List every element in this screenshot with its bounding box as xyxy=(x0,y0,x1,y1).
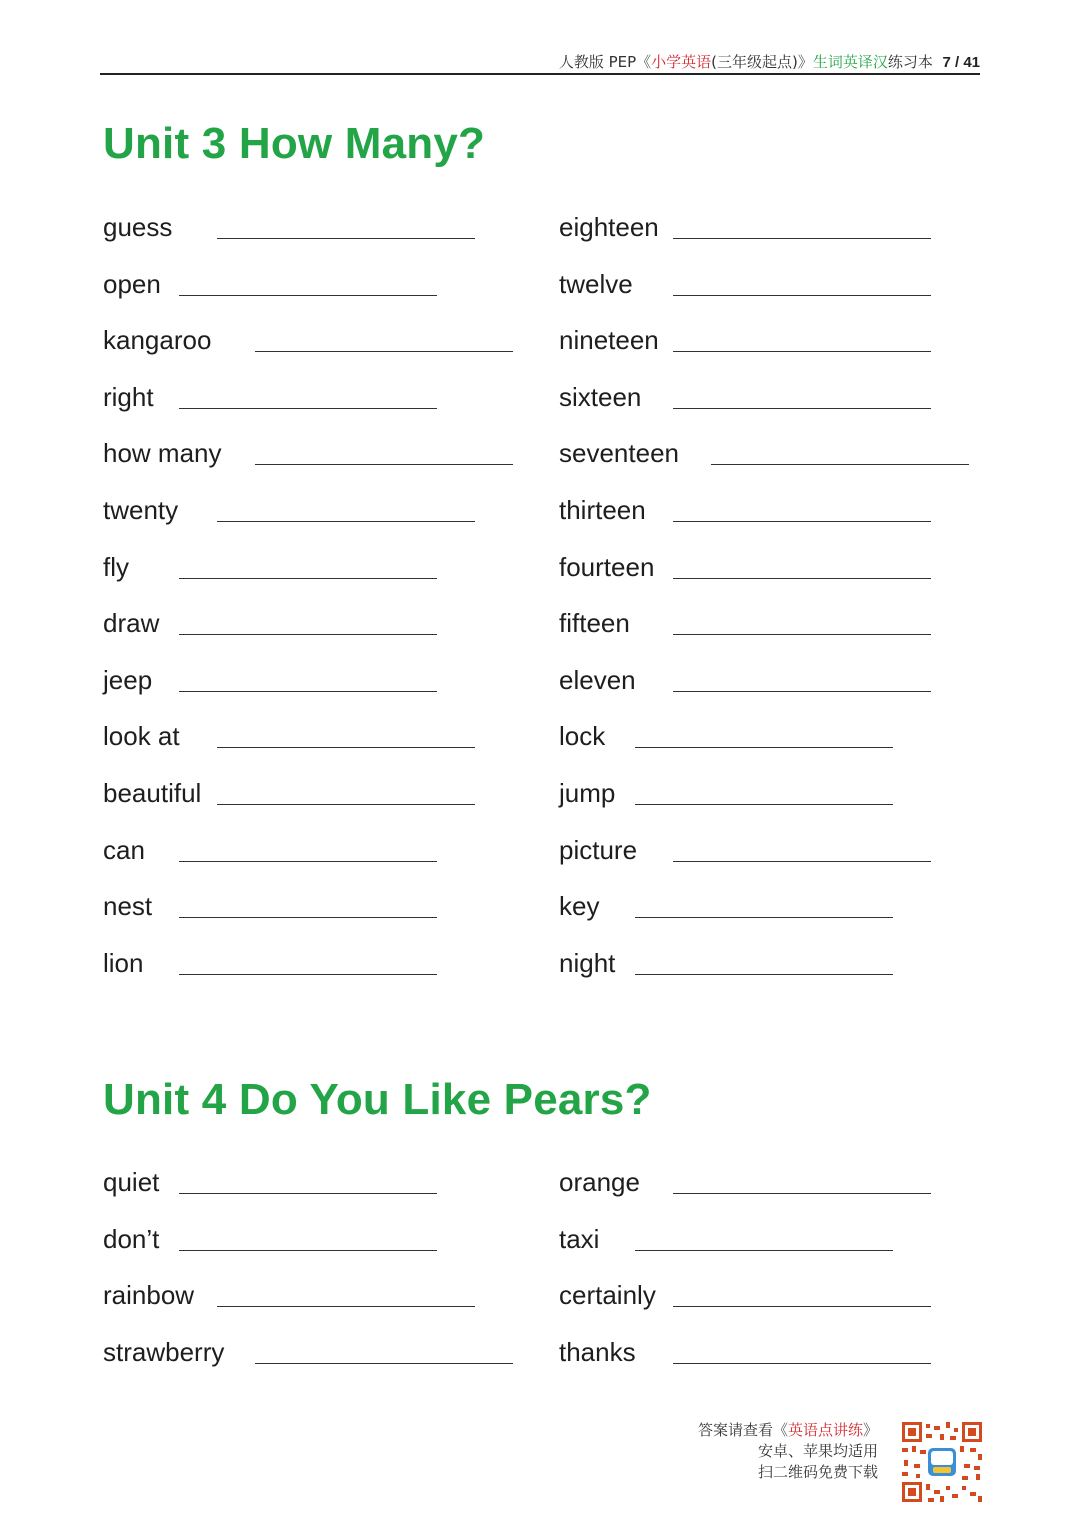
answer-blank[interactable] xyxy=(673,351,931,352)
answer-blank[interactable] xyxy=(179,408,437,409)
answer-blank[interactable] xyxy=(673,238,931,239)
vocab-word: picture xyxy=(559,834,638,865)
answer-blank[interactable] xyxy=(179,974,437,975)
vocab-word: twenty xyxy=(103,495,179,525)
vocab-word: rainbow xyxy=(103,1280,195,1311)
answer-blank[interactable] xyxy=(217,747,475,748)
word-row xyxy=(103,205,523,245)
vocab-word: twelve xyxy=(559,268,633,299)
word-row xyxy=(103,318,523,358)
answer-blank[interactable] xyxy=(179,1250,437,1251)
vocab-word: taxi xyxy=(559,1223,600,1254)
word-row xyxy=(103,658,523,698)
answer-blank[interactable] xyxy=(635,804,893,805)
vocab-word: lion xyxy=(103,947,144,978)
word-row xyxy=(103,375,523,415)
vocab-word: lock xyxy=(559,721,606,752)
header-paren: (三年级起点)》 xyxy=(711,53,813,71)
vocab-word: draw xyxy=(103,608,160,639)
vocab-word: don’t xyxy=(103,1223,160,1254)
answer-blank[interactable] xyxy=(255,464,513,465)
vocab-word: eleven xyxy=(559,664,636,695)
word-row xyxy=(559,884,979,924)
answer-blank[interactable] xyxy=(179,295,437,296)
vocab-word: key xyxy=(559,891,600,922)
header-book: 小学英语 xyxy=(651,53,712,71)
vocab-word: eighteen xyxy=(559,212,659,242)
word-row xyxy=(559,262,979,302)
unit-4-title: Unit 4 Do You Like Pears? xyxy=(103,1075,652,1124)
footer-app-name: 英语点讲练 xyxy=(787,1421,863,1439)
vocab-word: fifteen xyxy=(559,608,630,639)
answer-blank[interactable] xyxy=(635,974,893,975)
vocab-word: guess xyxy=(103,212,173,242)
word-row xyxy=(103,601,523,641)
word-row xyxy=(559,1217,979,1257)
answer-blank[interactable] xyxy=(673,861,931,862)
answer-blank[interactable] xyxy=(673,691,931,692)
vocab-word: thanks xyxy=(559,1336,636,1367)
footer-note xyxy=(618,1420,878,1483)
answer-blank[interactable] xyxy=(635,917,893,918)
answer-blank[interactable] xyxy=(635,747,893,748)
header-subject: 生词英译汉 xyxy=(812,53,888,71)
vocab-word: thirteen xyxy=(559,495,646,525)
vocab-word: strawberry xyxy=(103,1336,225,1367)
answer-blank[interactable] xyxy=(635,1250,893,1251)
answer-blank[interactable] xyxy=(673,295,931,296)
header-suffix: 练习本 xyxy=(887,53,933,71)
word-row xyxy=(103,488,523,528)
header-prefix: 人教版 PEP《 xyxy=(558,53,652,71)
vocab-word: beautiful xyxy=(103,778,202,808)
page-header xyxy=(100,50,980,74)
answer-blank[interactable] xyxy=(179,917,437,918)
vocab-word: right xyxy=(103,381,154,412)
footer-line-1 xyxy=(618,1420,878,1441)
answer-blank[interactable] xyxy=(673,408,931,409)
word-row xyxy=(559,488,979,528)
word-row xyxy=(559,601,979,641)
word-row xyxy=(103,1273,523,1313)
answer-blank[interactable] xyxy=(673,521,931,522)
answer-blank[interactable] xyxy=(673,1363,931,1364)
answer-blank[interactable] xyxy=(255,1363,513,1364)
word-row xyxy=(103,828,523,868)
vocab-word: fourteen xyxy=(559,551,655,582)
word-row xyxy=(559,1273,979,1313)
vocab-word: how many xyxy=(103,438,222,469)
answer-blank[interactable] xyxy=(217,1306,475,1307)
footer-line-3: 扫二维码免费下载 xyxy=(757,1463,878,1481)
word-row xyxy=(559,941,979,981)
word-row xyxy=(559,771,979,811)
vocab-word: look at xyxy=(103,721,180,752)
vocab-word: nest xyxy=(103,891,153,922)
vocab-word: fly xyxy=(103,551,129,582)
vocab-word: night xyxy=(559,947,616,978)
answer-blank[interactable] xyxy=(673,578,931,579)
unit-3-title: Unit 3 How Many? xyxy=(103,119,486,168)
word-row xyxy=(559,1160,979,1200)
vocab-word: open xyxy=(103,268,161,299)
word-row xyxy=(103,884,523,924)
qr-code-icon[interactable] xyxy=(900,1420,984,1504)
vocab-word: jump xyxy=(559,778,616,808)
vocab-word: nineteen xyxy=(559,325,659,356)
vocab-word: kangaroo xyxy=(103,325,212,356)
answer-blank[interactable] xyxy=(179,861,437,862)
answer-blank[interactable] xyxy=(217,238,475,239)
answer-blank[interactable] xyxy=(179,691,437,692)
answer-blank[interactable] xyxy=(217,521,475,522)
word-row xyxy=(559,714,979,754)
answer-blank[interactable] xyxy=(179,1193,437,1194)
vocab-word: jeep xyxy=(103,664,153,695)
word-row xyxy=(559,545,979,585)
word-row xyxy=(559,318,979,358)
word-row xyxy=(559,658,979,698)
word-row xyxy=(559,828,979,868)
word-row xyxy=(559,431,979,471)
answer-blank[interactable] xyxy=(255,351,513,352)
word-row xyxy=(103,714,523,754)
answer-blank[interactable] xyxy=(179,634,437,635)
word-row xyxy=(103,545,523,585)
answer-blank[interactable] xyxy=(179,578,437,579)
answer-blank[interactable] xyxy=(217,804,475,805)
answer-blank[interactable] xyxy=(673,634,931,635)
vocab-word: seventeen xyxy=(559,438,679,469)
footer-line1-prefix: 答案请查看《 xyxy=(697,1421,788,1439)
word-row xyxy=(103,431,523,471)
footer-line-2: 安卓、苹果均适用 xyxy=(757,1442,878,1460)
vocab-word: orange xyxy=(559,1167,640,1197)
word-row xyxy=(103,1160,523,1200)
word-row xyxy=(103,1217,523,1257)
word-row xyxy=(103,262,523,302)
word-row xyxy=(103,771,523,811)
word-row xyxy=(103,1330,523,1370)
answer-blank[interactable] xyxy=(673,1193,931,1194)
header-divider xyxy=(100,73,980,75)
vocab-word: quiet xyxy=(103,1167,160,1197)
word-row xyxy=(559,1330,979,1370)
word-row xyxy=(559,375,979,415)
vocab-word: can xyxy=(103,834,145,865)
answer-blank[interactable] xyxy=(711,464,969,465)
word-row xyxy=(103,941,523,981)
word-row xyxy=(559,205,979,245)
vocab-word: certainly xyxy=(559,1280,656,1311)
footer-line1-suffix: 》 xyxy=(862,1421,878,1439)
answer-blank[interactable] xyxy=(673,1306,931,1307)
page-number: 7 / 41 xyxy=(942,54,980,71)
vocab-word: sixteen xyxy=(559,381,642,412)
